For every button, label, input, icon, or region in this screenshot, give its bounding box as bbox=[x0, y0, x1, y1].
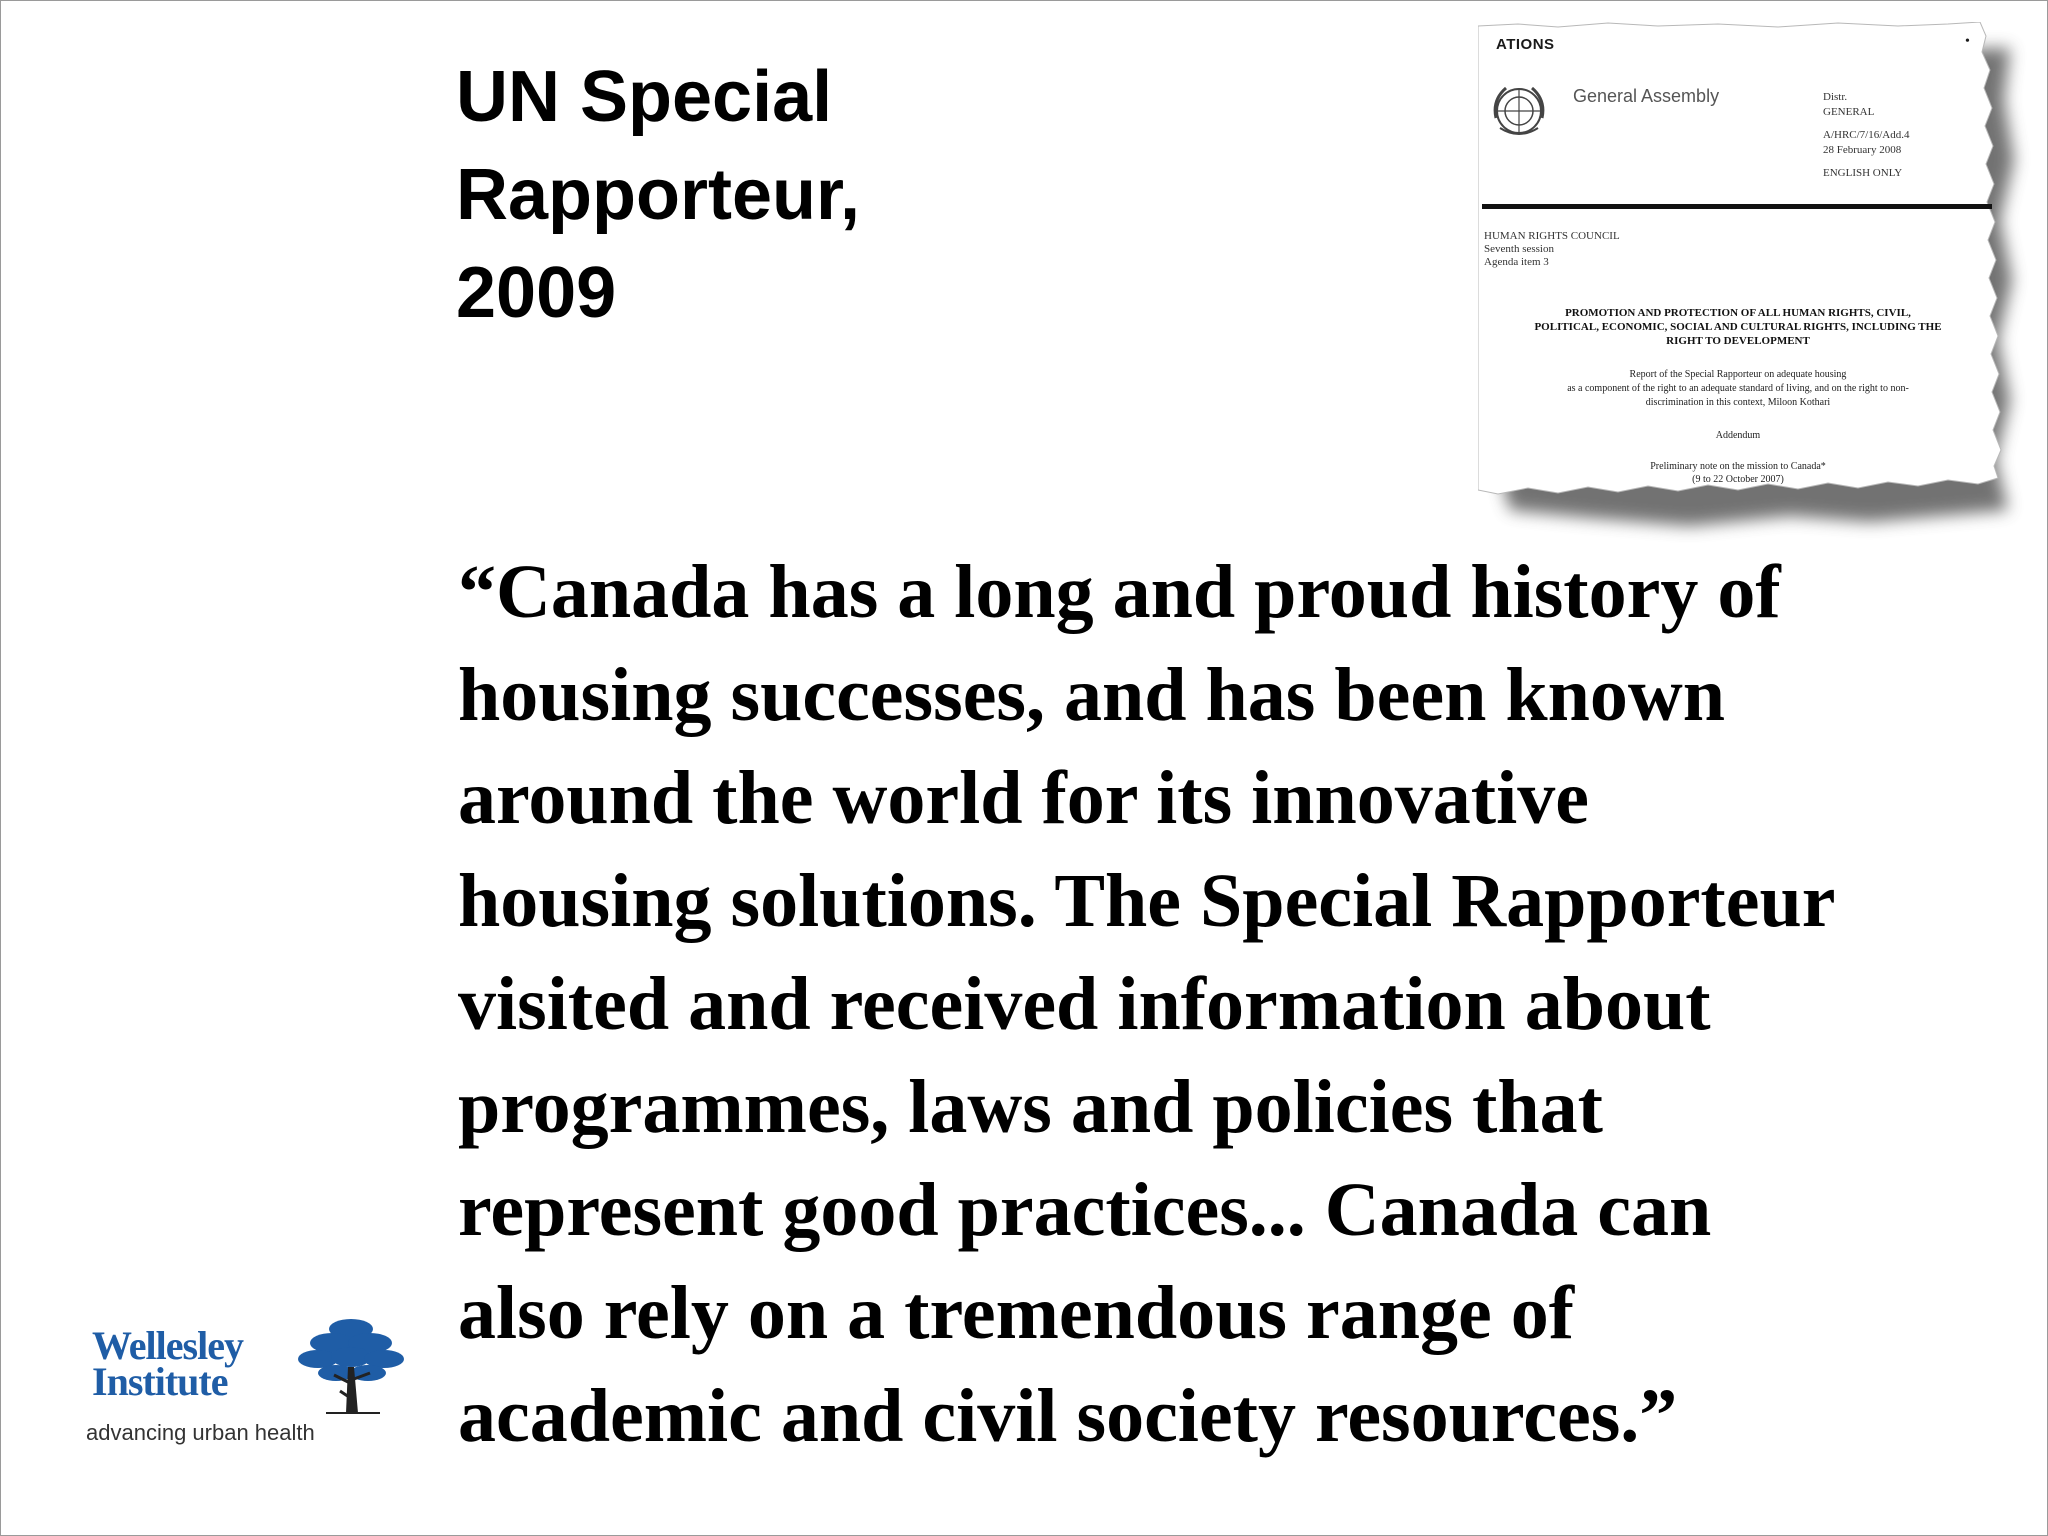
report-line: Report of the Special Rapporteur on adequate housing bbox=[1629, 369, 1847, 380]
report-line: as a component of the right to an adequate standard of living, and on the right to non- bbox=[1567, 383, 1909, 394]
quote bbox=[458, 541, 2038, 1468]
document-body: General Assembly bbox=[1573, 86, 1720, 106]
document-date: 28 February 2008 bbox=[1823, 144, 1902, 156]
heading-line: POLITICAL, ECONOMIC, SOCIAL AND CULTURAL RIGHTS, INCLUDING THE bbox=[1534, 321, 1942, 333]
document-rule bbox=[1482, 204, 1992, 209]
distr-value: GENERAL bbox=[1823, 106, 1875, 118]
document-heading bbox=[1484, 306, 1992, 348]
quote-line: represent good practices... Canada can bbox=[458, 1168, 1712, 1252]
document-mark: • bbox=[1965, 34, 1970, 49]
document-org: ATIONS bbox=[1496, 36, 1555, 53]
heading-line: RIGHT TO DEVELOPMENT bbox=[1666, 335, 1810, 347]
note-line: (9 to 22 October 2007) bbox=[1692, 474, 1784, 485]
logo-tagline: advancing urban health bbox=[86, 1420, 315, 1445]
distr-label: Distr. bbox=[1823, 91, 1848, 103]
quote-line: academic and civil society resources.” bbox=[458, 1374, 1678, 1458]
title-line: 2009 bbox=[456, 253, 617, 333]
logo-name-line: Institute bbox=[92, 1359, 228, 1404]
report-line: discrimination in this context, Miloon Kothari bbox=[1645, 397, 1831, 408]
logo-name-line: Wellesley bbox=[92, 1323, 243, 1368]
council-line: Seventh session bbox=[1484, 243, 1554, 255]
note-line: Preliminary note on the mission to Canada* bbox=[1650, 461, 1826, 472]
document-council bbox=[1484, 230, 1620, 269]
document-note bbox=[1484, 460, 1992, 486]
document-report bbox=[1484, 368, 1992, 410]
quote-line: also rely on a tremendous range of bbox=[458, 1271, 1575, 1355]
document-language: ENGLISH ONLY bbox=[1823, 167, 1903, 179]
title-line: Rapporteur, bbox=[456, 155, 861, 235]
title-line: UN Special bbox=[456, 57, 833, 137]
document-meta bbox=[1823, 90, 1909, 181]
quote-line: “Canada has a long and proud history of bbox=[458, 550, 1781, 634]
tree-icon bbox=[296, 1313, 406, 1417]
logo-name bbox=[92, 1323, 243, 1404]
heading-line: PROMOTION AND PROTECTION OF ALL HUMAN RIGHTS, CIVIL, bbox=[1565, 307, 1911, 319]
council-line: HUMAN RIGHTS COUNCIL bbox=[1484, 230, 1620, 242]
slide-title bbox=[456, 48, 1156, 342]
quote-line: housing solutions. The Special Rapporteur bbox=[458, 859, 1836, 943]
document-symbol: A/HRC/7/16/Add.4 bbox=[1823, 129, 1910, 141]
quote-line: programmes, laws and policies that bbox=[458, 1065, 1603, 1149]
document-addendum: Addendum bbox=[1715, 430, 1761, 441]
un-emblem-icon bbox=[1488, 80, 1550, 142]
quote-line: visited and received information about bbox=[458, 962, 1711, 1046]
council-line: Agenda item 3 bbox=[1484, 256, 1549, 268]
quote-line: around the world for its innovative bbox=[458, 756, 1589, 840]
quote-line: housing successes, and has been known bbox=[458, 653, 1726, 737]
un-document bbox=[1478, 22, 2003, 512]
wellesley-logo bbox=[86, 1308, 406, 1458]
